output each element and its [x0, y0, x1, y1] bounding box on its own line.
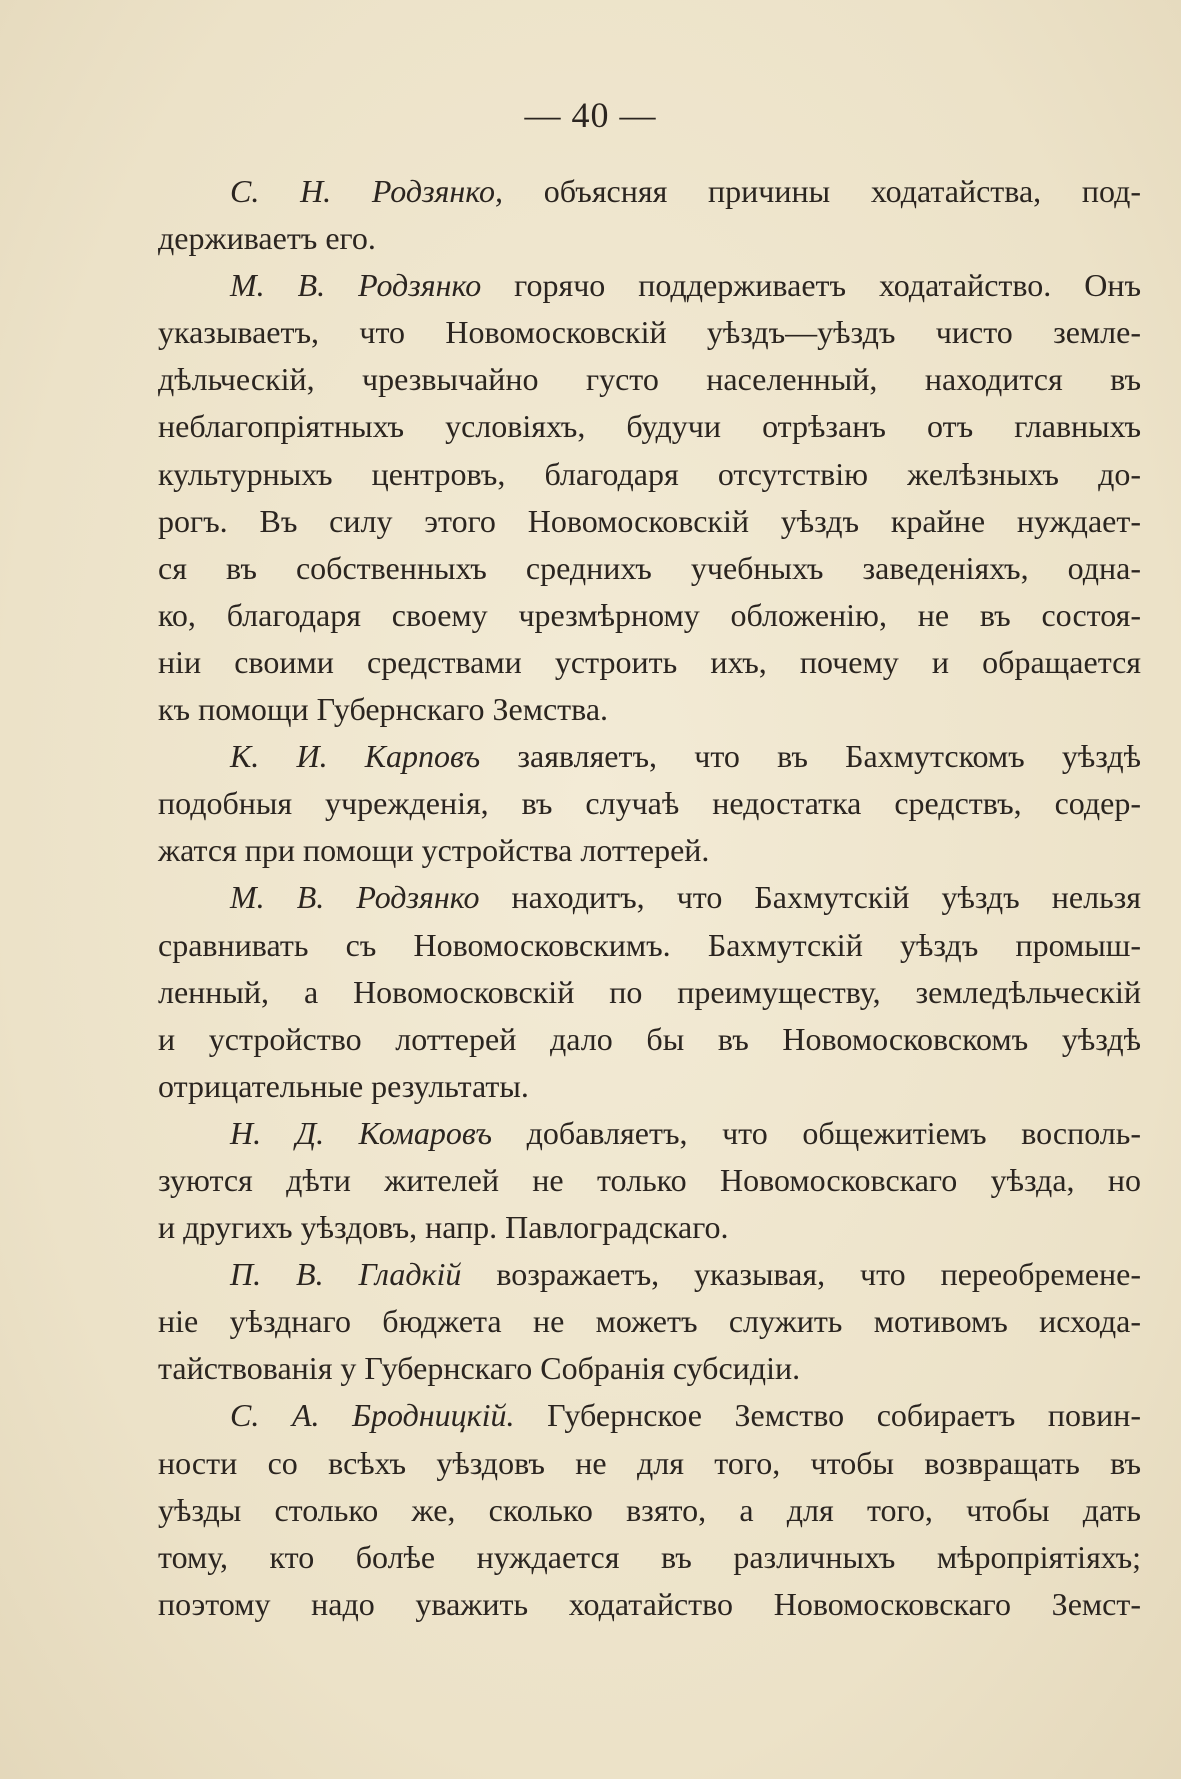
line-text: уѣзды столько же, сколько взято, а для того, чтобы дать — [158, 1491, 1141, 1528]
line-text: ко, благодаря своему чрезмѣрному обложенію, не въ состоя- — [158, 596, 1141, 633]
text-line — [158, 686, 1141, 733]
line-text: неблагопріятныхъ условіяхъ, будучи отрѣзанъ отъ главныхъ — [158, 408, 1141, 445]
text-line — [158, 592, 1141, 639]
text-line — [158, 1440, 1141, 1487]
line-text: ніе уѣзднаго бюджета не можетъ служить мотивомъ исхода- — [158, 1303, 1141, 1340]
text-line — [158, 827, 1141, 874]
line-text: культурныхъ центровъ, благодаря отсутствію желѣзныхъ до- — [158, 455, 1141, 492]
text-line — [158, 1298, 1141, 1345]
speaker-name: К. И. Карповъ — [230, 738, 481, 775]
text-line — [158, 1345, 1141, 1392]
line-text: держиваетъ его. — [158, 220, 376, 257]
text-line — [158, 309, 1141, 356]
line-text: и устройство лоттерей дало бы въ Новомосковскомъ уѣздѣ — [158, 1020, 1141, 1057]
text-line — [158, 1487, 1141, 1534]
line-text: горячо поддерживаетъ ходатайство. Онъ — [514, 267, 1142, 304]
text-line — [158, 215, 1141, 262]
line-text: отрицательные результаты. — [158, 1067, 529, 1104]
line-text: сравнивать съ Новомосковскимъ. Бахмутскій уѣздъ промыш- — [158, 926, 1141, 963]
page-number: — 40 — — [524, 95, 657, 135]
speaker-name: С. А. Бродницкій. — [230, 1397, 515, 1434]
text-line — [158, 451, 1141, 498]
line-text: Губернское Земство собираетъ повин- — [547, 1397, 1142, 1434]
line-text: дѣльческій, чрезвычайно густо населенный, находится въ — [158, 361, 1141, 398]
text-line — [158, 639, 1141, 686]
text-line — [158, 874, 1141, 921]
text-line — [158, 168, 1141, 215]
line-text: заявляетъ, что въ Бахмутскомъ уѣздѣ — [517, 738, 1142, 775]
line-text: тому, кто болѣе нуждается въ различныхъ мѣропріятіяхъ; — [158, 1538, 1141, 1575]
line-text: поэтому надо уважить ходатайство Новомосковскаго Земст- — [158, 1585, 1141, 1622]
line-text: ности со всѣхъ уѣздовъ не для того, чтобы возвращать въ — [158, 1444, 1141, 1481]
text-line — [158, 498, 1141, 545]
text-line — [158, 1016, 1141, 1063]
text-line — [158, 1110, 1141, 1157]
text-line — [158, 733, 1141, 780]
text-line — [158, 922, 1141, 969]
line-text: находитъ, что Бахмутскій уѣздъ нельзя — [511, 879, 1142, 916]
line-text: рогъ. Въ силу этого Новомосковскій уѣздъ крайне нуждает- — [158, 502, 1141, 539]
line-text: добавляетъ, что общежитіемъ восполь- — [526, 1114, 1142, 1151]
text-line — [158, 1251, 1141, 1298]
text-line — [158, 1392, 1141, 1439]
text-line — [158, 356, 1141, 403]
line-text: ленный, а Новомосковскій по преимуществу, земледѣльческій — [158, 973, 1141, 1010]
line-text: къ помощи Губернскаго Земства. — [158, 691, 609, 728]
text-line — [158, 1581, 1141, 1628]
text-line — [158, 1534, 1141, 1581]
line-text: тайствованія у Губернскаго Собранія субсидіи. — [158, 1350, 801, 1387]
speaker-name: М. В. Родзянко — [230, 267, 482, 304]
speaker-name: П. В. Гладкій — [230, 1256, 462, 1293]
speaker-name: Н. Д. Комаровъ — [230, 1114, 492, 1151]
text-line — [158, 262, 1141, 309]
text-line — [158, 1063, 1141, 1110]
line-text: ся въ собственныхъ среднихъ учебныхъ заведеніяхъ, одна- — [158, 549, 1141, 586]
line-text: указываетъ, что Новомосковскій уѣздъ—уѣздъ чисто земле- — [158, 314, 1141, 351]
line-text: подобныя учрежденія, въ случаѣ недостатка средствъ, содер- — [158, 785, 1141, 822]
line-text: ніи своими средствами устроить ихъ, почему и обращается — [158, 643, 1141, 680]
line-text: зуются дѣти жителей не только Новомосковскаго уѣзда, но — [158, 1161, 1141, 1198]
speaker-name: С. Н. Родзянко, — [230, 173, 504, 209]
line-text: жатся при помощи устройства лоттерей. — [158, 832, 710, 869]
text-line — [158, 1204, 1141, 1251]
text-line — [158, 403, 1141, 450]
text-line — [158, 545, 1141, 592]
line-text: и другихъ уѣздовъ, напр. Павлоградскаго. — [158, 1209, 729, 1246]
text-line — [158, 969, 1141, 1016]
speaker-name: М. В. Родзянко — [230, 879, 480, 916]
body-text — [158, 168, 1141, 1628]
line-text: объясняя причины ходатайства, под- — [543, 173, 1142, 209]
text-line — [158, 780, 1141, 827]
line-text: возражаетъ, указывая, что переобремене- — [496, 1256, 1142, 1293]
text-line — [158, 1157, 1141, 1204]
